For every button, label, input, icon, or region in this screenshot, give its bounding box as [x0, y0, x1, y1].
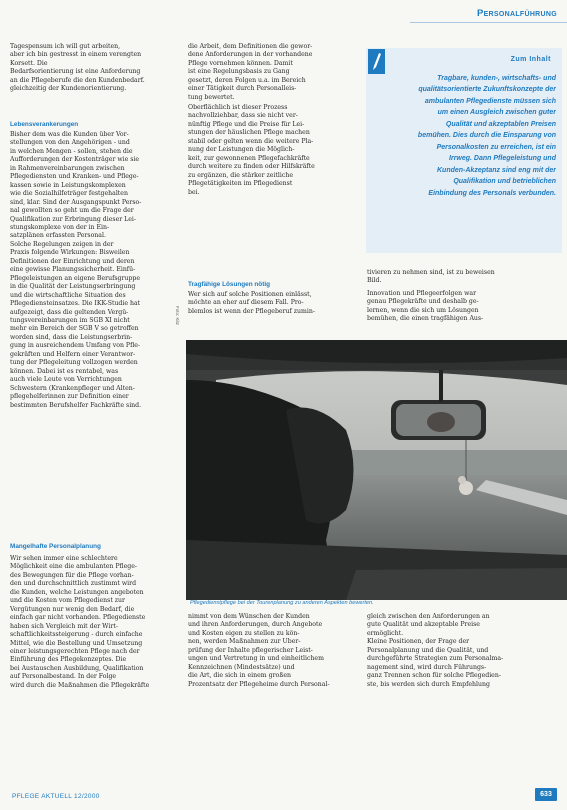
- text-line: keit, zur gewonnenen Pflegefachkräfte: [188, 154, 310, 162]
- text-line: Innovation und Pflegeerfolgen war: [367, 290, 477, 297]
- text-line: ungen und Vertretung in und einheitlichem: [188, 655, 324, 663]
- col1-subheading-1: Lebensverankerungen: [10, 121, 79, 128]
- text-line: Oberflächlich ist dieser Prozess: [188, 104, 288, 111]
- text-line: nen, werden Maßnahmen zur Über-: [188, 638, 301, 646]
- text-line: bestimmten Berufshelfer Fachkräfte sind.: [10, 401, 142, 409]
- text-line: Tagespensum ich will gut arbeiten,: [10, 43, 121, 50]
- text-line: Pflege vornehmen können. Damit: [188, 59, 293, 67]
- text-line: wie die Sozialhilfeträger festgehalten: [10, 190, 128, 198]
- text-line: ganz Trennen schon für solche Pflegedien-: [367, 672, 501, 680]
- text-line: und die wirtschaftliche Situation des: [10, 291, 126, 299]
- text-line: einfach gar nicht vorhanden. Pflegedienste: [10, 614, 146, 622]
- text-line: schaftlichkeitssteigerung - durch einfache: [10, 631, 143, 639]
- text-line: tung der Pflegeleitung vollzogen werden: [10, 359, 138, 367]
- text-line: lernen, wenn die sich um Lösungen: [367, 306, 479, 314]
- photo-credit: Foto: Kitz: [175, 306, 180, 326]
- header-rule: [410, 22, 567, 23]
- text-line: Bild.: [367, 277, 382, 285]
- text-line: mehr ein Bereich der SGB V so getroffen: [10, 325, 139, 333]
- text-line: Pflegediensten und Kranken- und Pflege-: [10, 173, 139, 181]
- text-line: den und durchschnittlich zustimmt wird: [10, 580, 137, 588]
- col2-subheading-1: Tragfähige Lösungen nötig: [188, 281, 271, 288]
- text-line: Prozentsatz der Pflegeheime durch Personal-: [188, 680, 330, 688]
- text-line: Definitionen der Einrichtung und deren: [10, 257, 135, 265]
- col3-paragraph-1: [367, 269, 559, 286]
- text-line: zu ergänzen, die stärker zeitliche: [188, 171, 293, 179]
- text-line: eine gewisse Planungssicherheit. Einfü-: [10, 266, 136, 274]
- text-line: Kleine Positionen, der Frage der: [367, 638, 470, 646]
- text-line: stungskomplexe von der in Ein-: [10, 223, 110, 231]
- page-number: 633: [535, 788, 557, 801]
- text-line: in Rahmenvereinbarungen zwischen: [10, 164, 125, 172]
- text-line: nachvollziehbar, dass sie nicht ver-: [188, 112, 298, 120]
- text-line: Einführung des Pflegekonzeptes. Die: [10, 656, 127, 664]
- text-line: Qualifikation und betrieblichen: [453, 178, 556, 186]
- text-line: auf Personalbestand. In der Folge: [10, 673, 117, 681]
- text-line: gung in ausreichendem Umfang von Pfle-: [10, 342, 140, 350]
- text-line: Aufforderungen der Kostenträger wie sie: [10, 156, 140, 164]
- text-line: Pflegetätigkeiten im Pflegedienst: [188, 180, 293, 188]
- text-line: um einen Ausgleich zwischen guter: [437, 109, 556, 117]
- col2-paragraph-2: [188, 104, 356, 197]
- text-line: Personalplanung und die Qualität, und: [367, 646, 489, 654]
- text-line: ist eine Regelungsbasis zu Gang: [188, 68, 290, 76]
- text-line: können. Dabei ist es rentabel, was: [10, 367, 119, 375]
- col1-subheading-2: Mangelhafte Personalplanung: [10, 543, 101, 550]
- text-line: bemühen, die einen tragfähigen Aus-: [367, 315, 484, 323]
- col3-paragraph-3: [367, 613, 559, 689]
- text-line: dene Anforderungen in der vorhandene: [188, 51, 313, 59]
- text-line: aber ich bin gestresst in einem verengten: [10, 51, 142, 59]
- journal-footer: PFLEGE AKTUELL 12/2000: [12, 793, 100, 800]
- text-line: und die Kosten vom Pflegedienst zur: [10, 597, 125, 605]
- text-line: gesetzt, deren Folgen u.a. im Bereich: [188, 76, 306, 84]
- text-line: durchgeführte Strategien zum Personalma-: [367, 655, 504, 663]
- text-line: nünftig Pflege und die Preise für Lei-: [188, 120, 305, 128]
- text-line: Wir sehen immer eine schlechtere: [10, 555, 118, 562]
- text-line: die Art, die sich in einem großen: [188, 672, 292, 680]
- text-line: Qualifikation zur Erbringung dieser Lei-: [10, 215, 137, 223]
- text-line: worden sind, dass die Leistungserbrin-: [10, 333, 133, 341]
- text-line: durch weitere zu finden oder Hilfskräfte: [188, 163, 315, 171]
- text-line: Personalkosten zu erreichen, ist ein: [436, 143, 556, 151]
- text-line: kassen sowie in Leistungskomplexen: [10, 181, 126, 189]
- text-line: auch viele Leute von Verrichtungen: [10, 376, 122, 384]
- text-line: in welchen Mengen - sollen, stehen die: [10, 147, 133, 155]
- photo-caption: Pflegedienstpflege bei der Tourenplanung zu anderen Aspekten bewerten.: [190, 600, 374, 606]
- col3-paragraph-2: [367, 290, 559, 324]
- text-line: prüfung der Inhalte pflegerischer Leist-: [188, 646, 313, 654]
- text-line: nal gewollten so geht um die Frage der: [10, 207, 134, 215]
- text-line: bei Austauschen Ausbildung, Qualifikation: [10, 664, 144, 672]
- text-line: blemlos ist wenn der Pflegeberuf zumin-: [188, 307, 315, 315]
- text-line: an die Pflegeberufe die den Kundenbedarf.: [10, 76, 145, 84]
- text-line: haben sich Vergleich mit der Wirt-: [10, 622, 118, 630]
- text-line: tungsvereinbarungen im SGB XI nicht: [10, 316, 130, 324]
- text-line: die Arbeit, dem Definitionen die gewor-: [188, 43, 313, 50]
- car-interior-photo: [186, 340, 567, 600]
- col1-paragraph-2: [10, 131, 178, 410]
- text-line: Tragbare, kunden-, wirtschafts- und: [437, 75, 556, 82]
- text-line: gekräften und Helfern einer Verantwor-: [10, 350, 136, 358]
- text-line: Bedarfsorientierung ist eine Anforderung: [10, 68, 141, 76]
- text-line: bemühen. Dies durch die Einsparung von: [417, 132, 556, 140]
- text-line: Wer sich auf solche Positionen einlässt,: [188, 291, 312, 298]
- text-line: gleichzeitig der Kundenorientierung.: [10, 85, 127, 93]
- text-line: Qualität und akzeptablen Preisen: [445, 120, 556, 128]
- text-line: und ihren Anforderungen, durch Angebote: [188, 621, 323, 629]
- text-line: Vergütungen nur wenig den Bedarf, die: [10, 605, 135, 613]
- text-line: stellungen von den Angehörigen - und: [10, 139, 130, 147]
- text-line: nagement sind, wird durch Führungs-: [367, 663, 487, 671]
- text-line: ambulanten Pflegedienste müssen sich: [424, 97, 556, 105]
- text-line: und Kosten eigen zu stellen zu kön-: [188, 629, 300, 637]
- text-line: Kunden-Akzeptanz sind eng mit der: [436, 166, 556, 174]
- text-line: Praxis folgende Wirkungen: Bisweilen: [10, 249, 130, 257]
- section-header: Personalführung: [476, 8, 557, 19]
- text-line: Einbindung des Personals verbunden.: [428, 189, 556, 197]
- text-line: Irrweg. Dann Pflegeleistung und: [449, 155, 556, 163]
- text-line: ermöglicht.: [367, 629, 404, 637]
- text-line: des Bewegungen für die Pflege vorhan-: [10, 571, 134, 579]
- text-line: satzplänen erfassten Personal.: [10, 232, 106, 240]
- text-line: Pflegediensteinsatzes. Die IKK-Studie hat: [10, 300, 141, 308]
- text-line: die Kunden, welche Leistungen angeboten: [10, 588, 144, 596]
- text-line: Kennzeichnen (Mindestsätze) und: [188, 663, 295, 671]
- text-line: sind, klar. Sind der Ausgangspunkt Perso-: [10, 198, 142, 206]
- pencil-icon: [368, 49, 385, 74]
- text-line: in die Qualität der Leistungserbringung: [10, 283, 136, 291]
- text-line: Bisher dem was die Kunden über Vor-: [10, 131, 129, 138]
- col1-paragraph-1: [10, 43, 178, 94]
- text-line: pflegehelferinnen zur Definition einer: [10, 393, 129, 401]
- text-line: Schwestern (Krankenpfleger und Alten-: [10, 384, 135, 392]
- text-line: einer leistungsgerechten Pflege nach der: [10, 647, 140, 655]
- summary-title: Zum Inhalt: [510, 56, 551, 63]
- text-line: Mittel, wie die Bestellung und Umsetzung: [10, 639, 143, 647]
- text-line: Solche Regelungen zeigen in der: [10, 240, 114, 248]
- text-line: nimmt von dem Wünschen der Kunden: [188, 613, 310, 620]
- text-line: einer Tätigkeit durch Personalleis-: [188, 85, 297, 93]
- col2-paragraph-1: [188, 43, 356, 102]
- text-line: nung der Leistungen die Möglich-: [188, 146, 295, 154]
- text-line: gute Qualität und akzeptable Preise: [367, 621, 480, 629]
- col2-paragraph-4: [188, 613, 356, 689]
- text-line: Möglichkeit eine die ambulanten Pflege-: [10, 563, 138, 571]
- text-line: gleich zwischen den Anforderungen an: [367, 613, 490, 620]
- text-line: qualitätsorientierte Zukunftskonzepte der: [418, 86, 556, 94]
- col1-paragraph-3: [10, 555, 178, 690]
- text-line: Korsett. Die: [10, 59, 48, 67]
- text-line: Pflegeleistungen an eigene Berufsgruppe: [10, 274, 141, 282]
- text-line: genau Pflegekräfte und deshalb ge-: [367, 298, 479, 306]
- text-line: möchte an eher auf diesem Fall. Pro-: [188, 299, 304, 307]
- summary-text: [374, 73, 556, 199]
- text-line: bei.: [188, 188, 200, 196]
- text-line: tivieren zu nehmen sind, ist zu beweisen: [367, 269, 495, 276]
- text-line: stabil oder gelten wenn die weitere Pla-: [188, 137, 314, 145]
- text-line: wird durch die Maßnahmen die Pflegekräfte: [10, 681, 150, 689]
- text-line: ste, bis werden sich durch Empfehlung: [367, 680, 490, 688]
- text-line: stungen der häuslichen Pflege machen: [188, 129, 310, 137]
- col2-paragraph-3: [188, 291, 356, 316]
- text-line: aufgezeigt, dass die geltenden Vergü-: [10, 308, 129, 316]
- text-line: tung bewertet.: [188, 93, 235, 101]
